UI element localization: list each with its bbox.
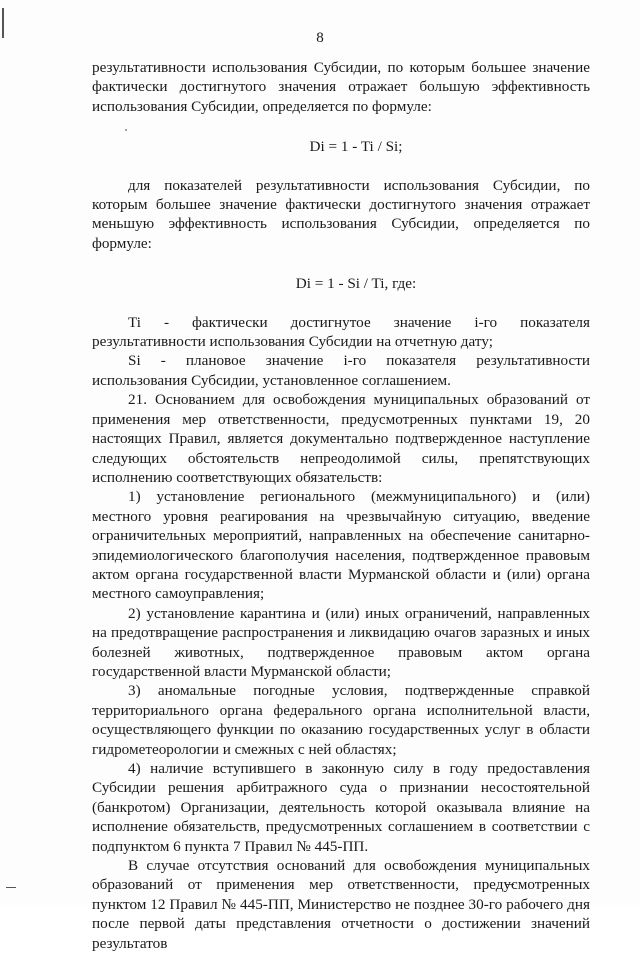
definition-ti: Ti - фактически достигнутое значение i-го показателя результативности использования Субсидии на отчетную дату;: [92, 313, 590, 351]
clause-item-3: 3) аномальные погодные условия, подтвержденные справкой территориального органа федерального органа исполнительной власти, осуществляющего функции по оказанию государственных услуг в области гидрометеорологии и смежных с ней областях;: [92, 682, 590, 758]
clause-21: 21. Основанием для освобождения муниципальных образований от применения мер ответственности, предусмотренных пунктами 19, 20 настоящих Правил, является документально подтвержденное наступление следующих обстоятельств непреодолимой силы, препятствующих исполнению соответствующих обязательств:: [92, 391, 590, 486]
clause-item-2: 2) установление карантина и (или) иных ограничений, направленных на предотвращение распространения и ликвидацию очагов заразных и иных болезней животных, подтвержденное правовым актом органа государственной власти Мурманской области;: [92, 604, 590, 680]
paragraph-inverse-intro: для показателей результативности использования Субсидии, по которым большее значение фактически достигнутого значения отражает меньшую эффективность использования Субсидии, определяется по формуле:: [92, 176, 590, 252]
clause-item-1: 1) установление регионального (межмуниципального) и (или) местного уровня реагирования на чрезвычайную ситуацию, введение ограничительных мероприятий, направленных на обеспечение санитарно-эпидемиологического благополучия населения, подтвержденное правовым актом органа государственной власти Мурманской области и (или) органа местного самоуправления;: [92, 488, 590, 603]
clause-item-4: 4) наличие вступившего в законную силу в году предоставления Субсидии решения арбитражного суда о признании несостоятельной (банкротом) Организации, деятельность которой оказывала влияние на исполнение обязательств, предусмотренных соглашением в соответствии с подпунктом 6 пункта 7 Правил № 445-ПП.: [92, 760, 590, 855]
paragraph-continuation: результативности использования Субсидии, по которым большее значение фактически достигнутого значения отражает большую эффективность использования Субсидии, определяется по формуле:: [92, 59, 590, 115]
page-number: 8: [316, 30, 324, 46]
document-body: [92, 58, 590, 953]
scan-edge-mark: [6, 887, 16, 888]
formula-direct: Di = 1 - Ti / Si;: [309, 138, 403, 156]
definition-si: Si - плановое значение i-го показателя результативности использования Субсидии, установленное соглашением.: [92, 352, 590, 389]
formula-inverse: Di = 1 - Si / Ti, где:: [295, 275, 417, 293]
paragraph-absence-of-grounds: В случае отсутствия оснований для освобождения муниципальных образований от применения мер ответственности, предусмотренных пунктом 12 Правил № 445-ПП, Министерство не позднее 30-го рабочего дня после первой даты представления отчетности о достижении значений результатов: [92, 857, 590, 952]
